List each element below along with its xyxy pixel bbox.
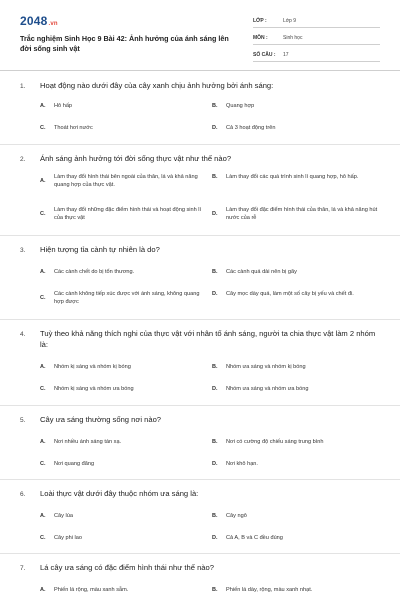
option-text: Cây ngô	[226, 513, 247, 519]
option-text: Nơi khô hạn.	[226, 461, 258, 467]
logo-main: 2048	[20, 14, 48, 28]
logo-suffix: .vn	[48, 21, 58, 27]
option-text: Quang hợp	[226, 103, 255, 109]
question-text: Cây ưa sáng thường sống nơi nào?	[40, 415, 162, 424]
meta-label-class: LỚP :	[253, 17, 267, 24]
option-text: Các cành chết do bị tổn thương.	[54, 269, 135, 275]
option-text: Nơi có cường độ chiếu sáng trung bình	[226, 439, 324, 445]
option-text: Cả 3 hoạt động trên	[226, 125, 276, 131]
option-d[interactable]	[212, 290, 380, 298]
site-logo[interactable]	[20, 14, 58, 28]
option-a[interactable]	[40, 512, 205, 520]
option-letter: D.	[212, 125, 218, 131]
option-letter: B.	[212, 439, 218, 445]
option-d[interactable]	[212, 206, 380, 222]
option-b[interactable]	[212, 438, 380, 446]
worksheet-meta	[253, 14, 380, 65]
question-divider	[0, 235, 400, 236]
option-a[interactable]	[40, 438, 205, 446]
meta-value-count: 17	[283, 51, 289, 58]
meta-value-subject: Sinh học	[283, 34, 303, 41]
option-c[interactable]	[40, 206, 205, 222]
option-letter: A.	[40, 587, 46, 593]
option-letter: C.	[40, 386, 46, 392]
option-letter: A.	[40, 103, 46, 109]
option-a[interactable]	[40, 268, 205, 276]
option-letter: C.	[40, 461, 46, 467]
header-divider	[0, 70, 400, 71]
option-text: Cây phi lao	[54, 535, 82, 541]
option-letter: B.	[212, 103, 218, 109]
meta-row-count	[253, 48, 380, 62]
option-b[interactable]	[212, 586, 380, 594]
option-letter: D.	[212, 386, 218, 392]
option-letter: B.	[212, 364, 218, 370]
option-d[interactable]	[212, 124, 380, 132]
option-letter: B.	[212, 269, 218, 275]
question-text: Hoạt động nào dưới đây của cây xanh chịu ảnh hưởng bởi ánh sáng:	[40, 81, 274, 90]
question-number: 3.	[20, 247, 26, 254]
question-text: Ánh sáng ảnh hưởng tới đời sống thực vật như thế nào?	[40, 154, 232, 163]
option-letter: A.	[40, 269, 46, 275]
option-letter: A.	[40, 178, 46, 184]
option-text: Nhóm kị sáng và nhóm kị bóng	[54, 364, 131, 370]
option-letter: C.	[40, 295, 46, 301]
option-a[interactable]	[40, 102, 200, 110]
option-d[interactable]	[212, 534, 380, 542]
question-divider	[0, 144, 400, 145]
option-letter: D.	[212, 461, 218, 467]
option-c[interactable]	[40, 124, 200, 132]
meta-label-count: SỐ CÂU :	[253, 51, 276, 58]
question-text: Loài thực vật dưới đây thuộc nhóm ưa sáng là:	[40, 489, 199, 498]
meta-label-subject: MÔN :	[253, 34, 268, 41]
option-text: Cây mọc dày quá, làm một số cây bị yếu và chết đi.	[226, 291, 354, 297]
option-c[interactable]	[40, 290, 205, 306]
option-a[interactable]	[40, 363, 205, 371]
option-letter: D.	[212, 535, 218, 541]
option-letter: B.	[212, 174, 218, 180]
question-number: 4.	[20, 331, 26, 338]
question-divider	[0, 319, 400, 320]
option-text: Làm thay đổi hình thái bên ngoài của thân, lá và khả năng quang hợp của thực vật.	[54, 174, 198, 188]
option-text: Nơi quang đãng	[54, 461, 95, 467]
option-a[interactable]	[40, 586, 205, 594]
option-letter: A.	[40, 364, 46, 370]
option-letter: A.	[40, 439, 46, 445]
meta-row-subject	[253, 31, 380, 45]
option-text: Các cành quá dài nên bị gãy	[226, 269, 297, 275]
option-letter: C.	[40, 211, 46, 217]
option-b[interactable]	[212, 512, 380, 520]
question-divider	[0, 405, 400, 406]
option-b[interactable]	[212, 173, 380, 181]
option-text: Phiến lá rộng, màu xanh sẫm.	[54, 587, 129, 593]
question-text: Hiện tượng tỉa cành tự nhiên là do?	[40, 245, 160, 254]
option-letter: D.	[212, 211, 218, 217]
question-number: 2.	[20, 156, 26, 163]
question-number: 5.	[20, 417, 26, 424]
option-letter: C.	[40, 535, 46, 541]
option-b[interactable]	[212, 268, 380, 276]
option-text: Cây lúa	[54, 513, 73, 519]
question-number: 7.	[20, 565, 26, 572]
option-letter: C.	[40, 125, 46, 131]
worksheet-title: Trắc nghiệm Sinh Học 9 Bài 42: Ảnh hưởng của ánh sáng lên đời sống sinh vật	[20, 34, 229, 53]
option-text: Phiến lá dày, rộng, màu xanh nhạt.	[226, 587, 313, 593]
option-letter: B.	[212, 587, 218, 593]
option-text: Nơi nhiều ánh sáng tán xạ.	[54, 439, 122, 445]
question-text: Lá cây ưa sáng có đặc điểm hình thái như thế nào?	[40, 563, 214, 572]
option-d[interactable]	[212, 385, 380, 393]
option-text: Thoát hơi nước	[54, 125, 93, 131]
worksheet-header	[0, 0, 400, 68]
option-text: Nhóm ưa sáng và nhóm kị bóng	[226, 364, 306, 370]
option-c[interactable]	[40, 460, 205, 468]
option-text: Nhóm kị sáng và nhóm ưa bóng	[54, 386, 134, 392]
option-text: Cả A, B và C đều đúng	[226, 535, 283, 541]
option-text: Hô hấp	[54, 103, 73, 109]
option-text: Làm thay đổi đặc điểm hình thái của thân, lá và khả năng hút nước của rễ	[226, 207, 378, 221]
meta-row-class	[253, 14, 380, 28]
option-d[interactable]	[212, 460, 380, 468]
option-text: Nhóm ưa sáng và nhóm ưa bóng	[226, 386, 309, 392]
question-number: 6.	[20, 491, 26, 498]
option-text: Làm thay đổi những đặc điểm hình thái và hoạt động sinh lí của thực vật	[54, 207, 202, 221]
question-text: Tuỳ theo khả năng thích nghi của thực vật với nhân tố ánh sáng, người ta chia thực vật làm 2 nhóm là:	[40, 329, 376, 349]
option-letter: D.	[212, 291, 218, 297]
question-divider	[0, 479, 400, 480]
option-a[interactable]	[40, 173, 205, 189]
option-b[interactable]	[212, 363, 380, 371]
option-b[interactable]	[212, 102, 380, 110]
question-number: 1.	[20, 83, 26, 90]
option-c[interactable]	[40, 385, 205, 393]
option-text: Làm thay đổi các quá trình sinh lí quang hợp, hô hấp.	[226, 174, 359, 180]
option-text: Các cành không tiếp xúc được với ánh sáng, không quang hợp được	[54, 291, 200, 305]
option-letter: B.	[212, 513, 218, 519]
question-divider	[0, 553, 400, 554]
meta-value-class: Lớp 9	[283, 17, 297, 24]
option-c[interactable]	[40, 534, 205, 542]
option-letter: A.	[40, 513, 46, 519]
